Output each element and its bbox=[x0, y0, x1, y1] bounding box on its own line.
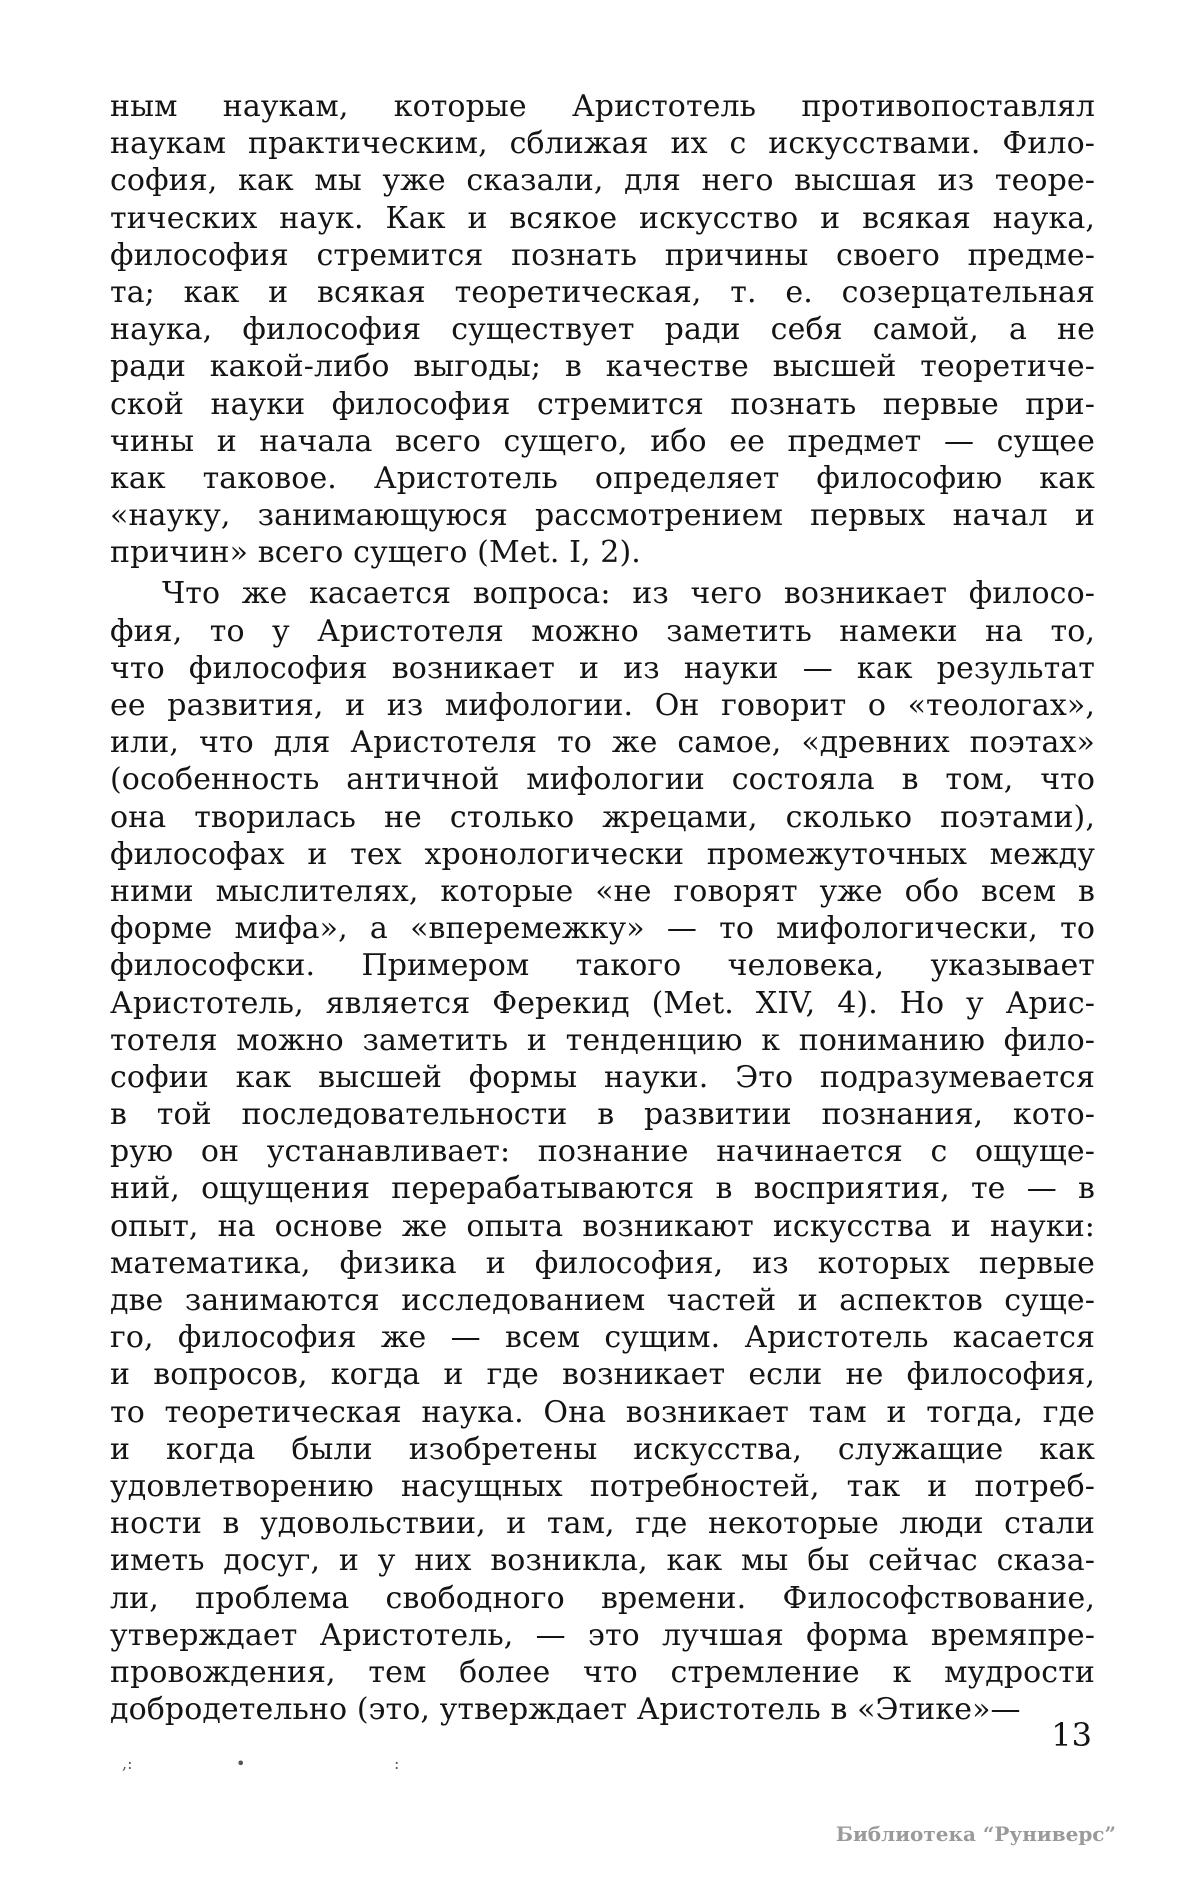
text-line: наука, философия существует ради себя самой, а не bbox=[110, 312, 1095, 348]
text-line: две занимаются исследованием частей и аспектов суще- bbox=[110, 1283, 1095, 1318]
text-line: фия, то у Аристотеля можно заметить намеки на то, bbox=[110, 613, 1095, 649]
library-watermark: Библиотека “Руниверс” bbox=[835, 1822, 1116, 1846]
text-line: философски. Примером такого человека, указывает bbox=[110, 948, 1095, 984]
text-line: тотеля можно заметить и тенденцию к пониманию фило- bbox=[110, 1022, 1095, 1058]
text-line: софии как высшей формы науки. Это подразумевается bbox=[110, 1059, 1095, 1095]
paragraph bbox=[110, 88, 1095, 571]
text-line: философия стремится познать причины своего предме- bbox=[110, 237, 1095, 273]
text-line: утверждает Аристотель, — это лучшая форма времяпре- bbox=[110, 1617, 1095, 1653]
text-line: или, что для Аристотеля то же самое, «древних поэтах» bbox=[110, 725, 1095, 761]
text-line: она творилась не столько жрецами, сколько поэтами), bbox=[110, 799, 1095, 835]
text-line: добродетельно (это, утверждает Аристотель в «Этике»— bbox=[110, 1692, 1021, 1728]
print-speck: ,: bbox=[122, 1754, 133, 1773]
text-line: ской науки философия стремится познать первые при- bbox=[110, 386, 1095, 422]
text-line: Что же касается вопроса: из чего возникает филосо- bbox=[162, 576, 1095, 612]
print-speck: : bbox=[394, 1754, 400, 1773]
text-line: форме мифа», а «вперемежку» — то мифологически, то bbox=[110, 911, 1095, 947]
text-line: математика, физика и философия, из которых первые bbox=[110, 1245, 1095, 1281]
text-line: ради какой-либо выгоды; в качестве высшей теоретиче- bbox=[110, 349, 1095, 385]
text-line: в той последовательности в развитии познания, кото- bbox=[110, 1097, 1095, 1133]
text-line: та; как и всякая теоретическая, т. е. созерцательная bbox=[110, 274, 1095, 310]
body-text bbox=[110, 88, 1095, 1728]
text-line: рую он устанавливает: познание начинается с ощуще- bbox=[110, 1134, 1095, 1170]
text-line: (особенность античной мифологии состояла в том, что bbox=[110, 762, 1095, 798]
print-speck: • bbox=[236, 1754, 246, 1773]
text-line: удовлетворению насущных потребностей, так и потреб- bbox=[110, 1468, 1095, 1504]
text-line: го, философия же — всем сущим. Аристотель касается bbox=[110, 1320, 1095, 1356]
text-line: ли, проблема свободного времени. Философствование, bbox=[110, 1580, 1095, 1616]
text-line: философах и тех хронологически промежуточных между bbox=[110, 836, 1095, 872]
text-line: наукам практическим, сближая их с искусствами. Фило- bbox=[110, 126, 1095, 162]
text-line: тических наук. Как и всякое искусство и всякая наука, bbox=[110, 200, 1095, 236]
text-line: чины и начала всего сущего, ибо ее предмет — сущее bbox=[110, 423, 1095, 459]
text-line: что философия возникает и из науки — как результат bbox=[110, 650, 1095, 686]
text-line: софия, как мы уже сказали, для него высшая из теоре- bbox=[110, 163, 1095, 199]
text-line: ее развития, и из мифологии. Он говорит о «теологах», bbox=[110, 688, 1095, 723]
text-line: ний, ощущения перерабатываются в восприятия, те — в bbox=[110, 1171, 1095, 1207]
text-line: опыт, на основе же опыта возникают искусства и науки: bbox=[110, 1208, 1095, 1244]
text-line: ности в удовольствии, и там, где некоторые люди стали bbox=[110, 1506, 1095, 1542]
text-line: «науку, занимающуюся рассмотрением первых начал и bbox=[110, 498, 1095, 534]
text-line: и когда были изобретены искусства, служащие как bbox=[110, 1431, 1095, 1467]
text-line: провождения, тем более что стремление к мудрости bbox=[110, 1654, 1095, 1690]
text-line: и вопросов, когда и где возникает если не философия, bbox=[110, 1357, 1095, 1393]
text-line: причин» всего сущего (Met. I, 2). bbox=[110, 535, 641, 571]
text-line: ними мыслителях, которые «не говорят уже обо всем в bbox=[110, 873, 1095, 909]
text-line: ным наукам, которые Аристотель противопоставлял bbox=[110, 89, 1095, 124]
text-line: Аристотель, является Ферекид (Met. XIV, 4). Но у Арис- bbox=[110, 985, 1095, 1021]
text-line: то теоретическая наука. Она возникает там и тогда, где bbox=[110, 1394, 1095, 1430]
text-line: как таковое. Аристотель определяет философию как bbox=[110, 460, 1095, 496]
page-number: 13 bbox=[1051, 1716, 1092, 1754]
text-line: иметь досуг, и у них возникла, как мы бы сейчас сказа- bbox=[110, 1543, 1095, 1579]
paragraph bbox=[110, 575, 1095, 1728]
